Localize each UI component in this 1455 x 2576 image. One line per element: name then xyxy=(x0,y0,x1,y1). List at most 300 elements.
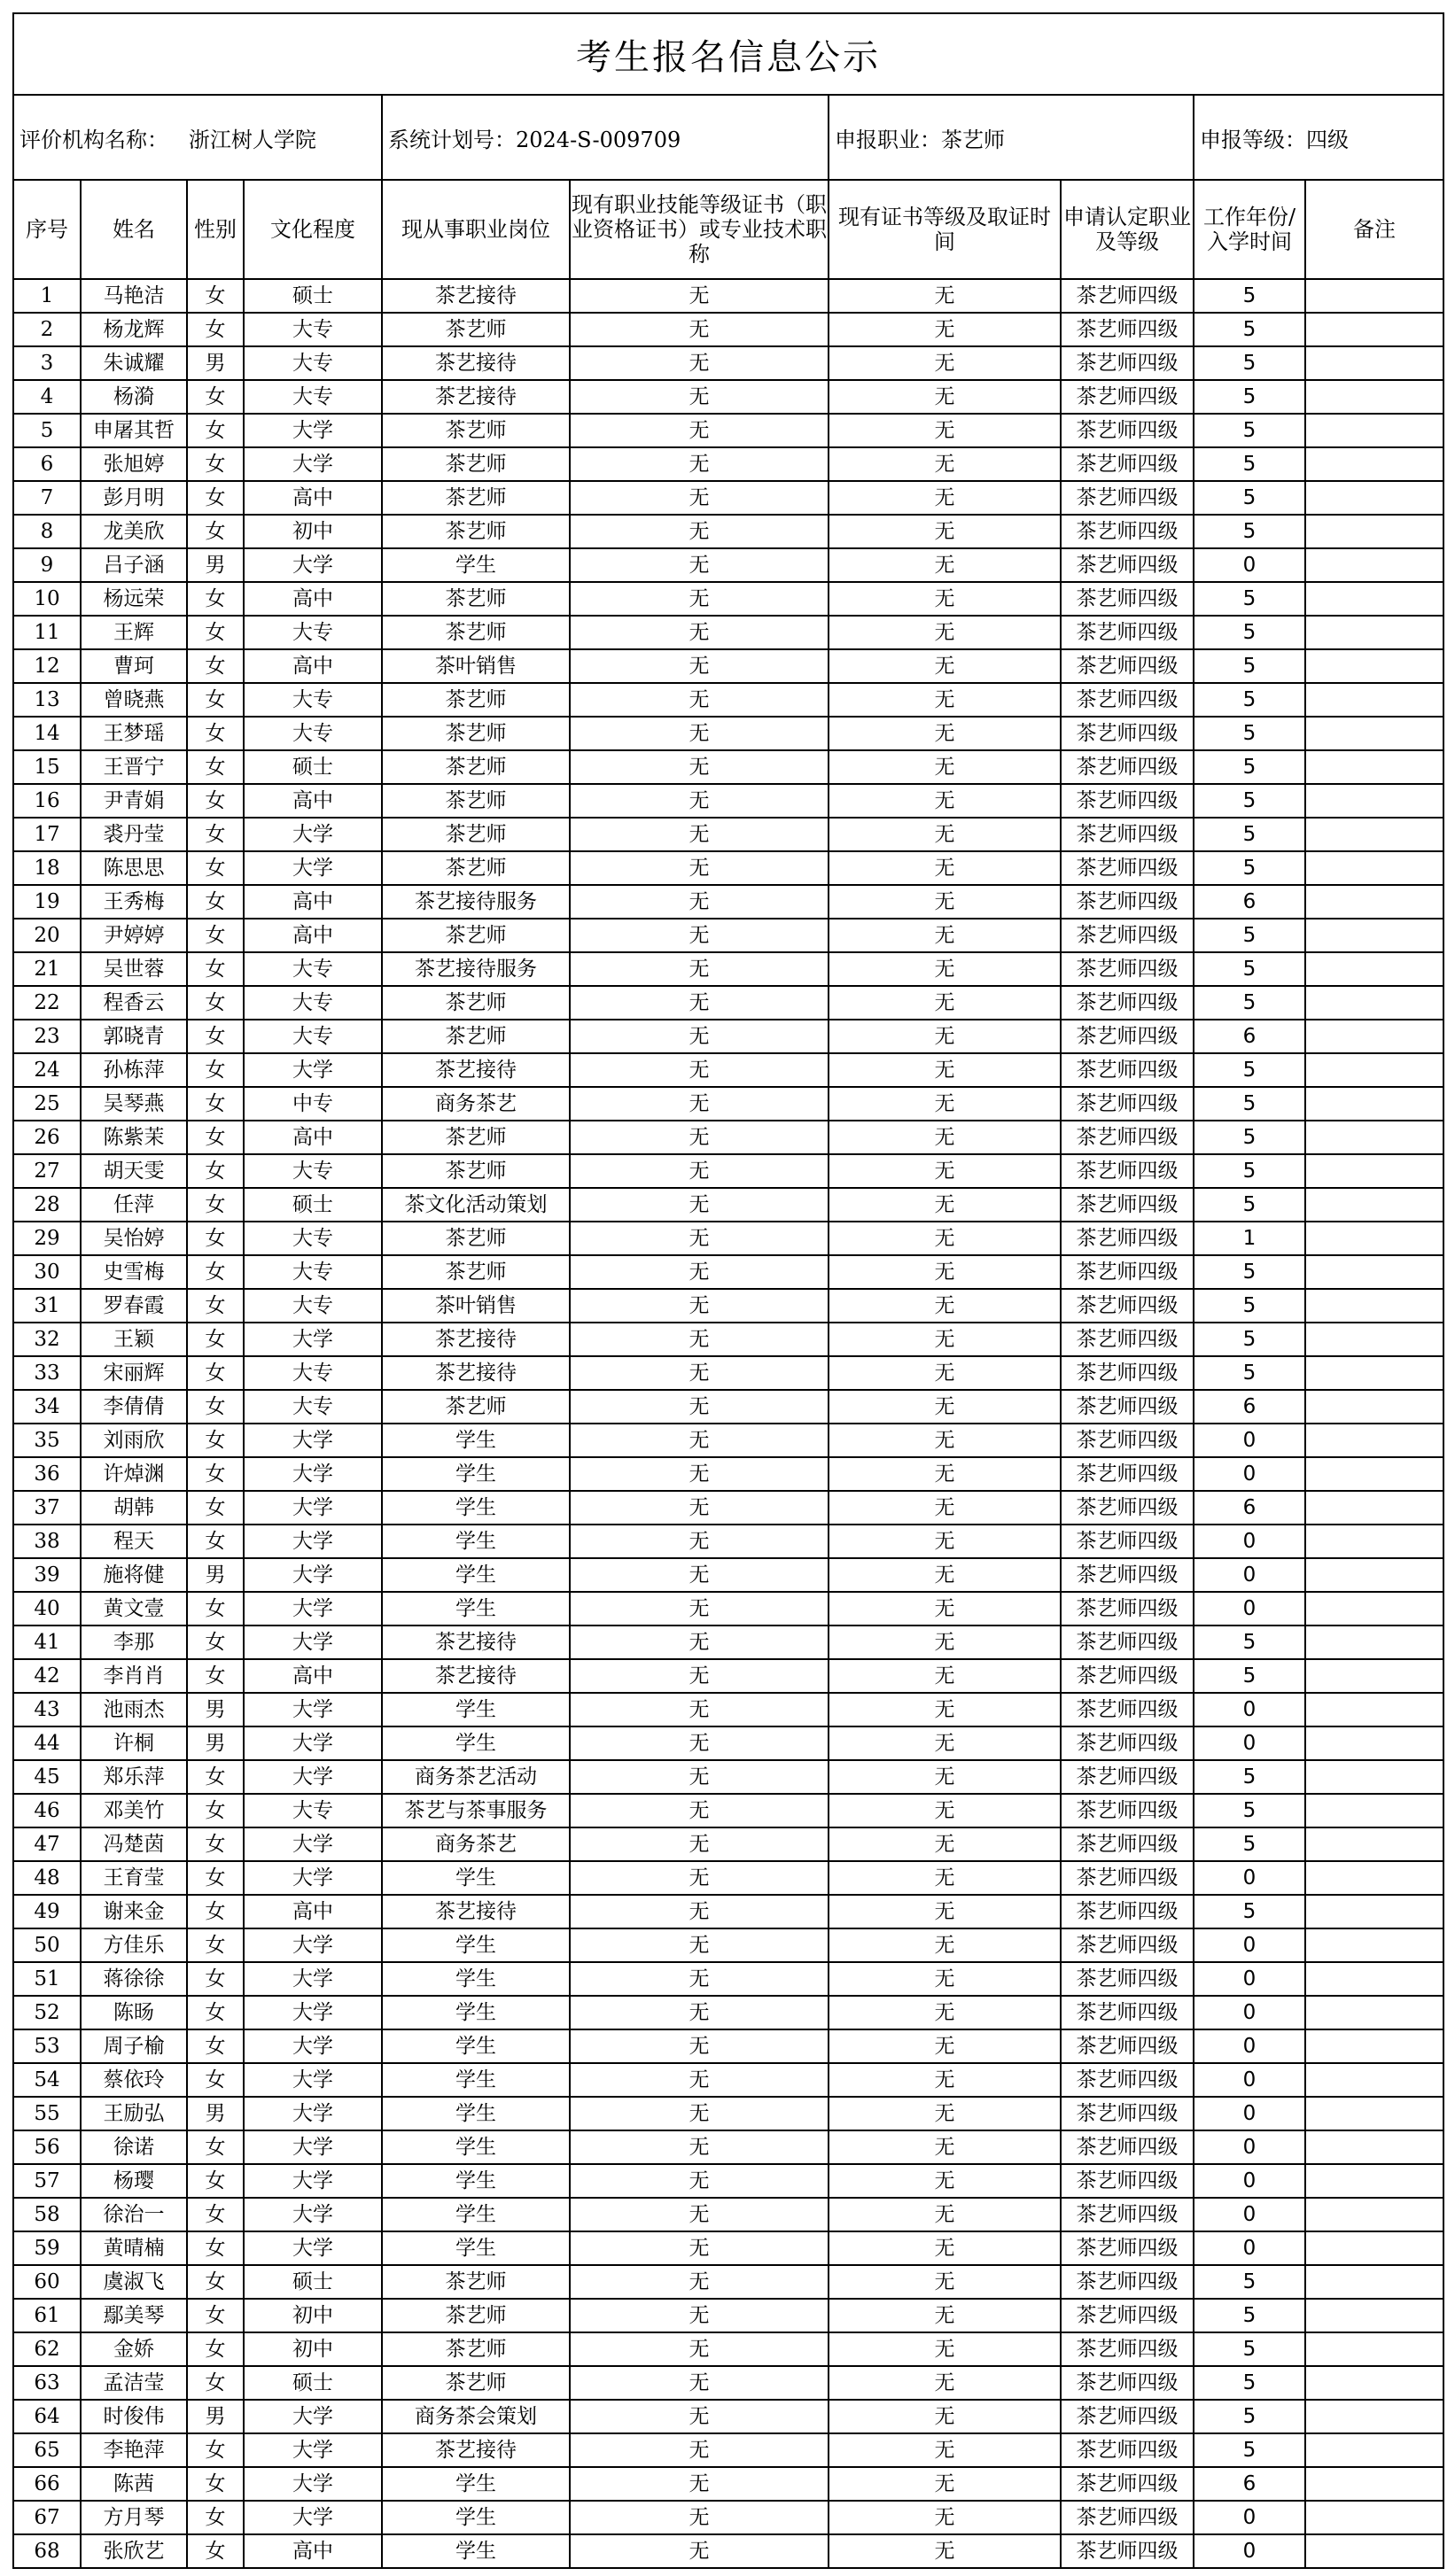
cell-applied-level: 茶艺师四级 xyxy=(1061,1222,1194,1255)
cell-certificate: 无 xyxy=(570,2130,829,2164)
cell-gender: 女 xyxy=(187,279,244,313)
cell-remarks xyxy=(1305,582,1443,616)
cell-remarks xyxy=(1305,1491,1443,1525)
cell-index: 42 xyxy=(13,1659,81,1693)
cell-name: 陈旸 xyxy=(81,1996,187,2029)
registration-table xyxy=(12,12,1444,2569)
cell-applied-level: 茶艺师四级 xyxy=(1061,582,1194,616)
cell-index: 33 xyxy=(13,1356,81,1390)
cell-work-years: 5 xyxy=(1194,1827,1305,1861)
cell-work-years: 5 xyxy=(1194,1121,1305,1154)
cell-education: 初中 xyxy=(244,2299,382,2332)
cell-work-years: 0 xyxy=(1194,548,1305,582)
table-row xyxy=(13,1760,1443,1794)
cell-applied-level: 茶艺师四级 xyxy=(1061,885,1194,919)
table-row xyxy=(13,2063,1443,2097)
cell-certificate: 无 xyxy=(570,515,829,548)
cell-name: 施将健 xyxy=(81,1558,187,1592)
cell-education: 大学 xyxy=(244,1491,382,1525)
cell-education: 大专 xyxy=(244,952,382,986)
cell-name: 方月琴 xyxy=(81,2501,187,2534)
table-row xyxy=(13,784,1443,818)
cell-position: 商务茶艺 xyxy=(382,1087,570,1121)
cell-education: 大专 xyxy=(244,683,382,717)
cell-certificate-level: 无 xyxy=(829,1457,1061,1491)
cell-remarks xyxy=(1305,2097,1443,2130)
cell-position: 学生 xyxy=(382,1592,570,1626)
cell-gender: 女 xyxy=(187,2063,244,2097)
cell-index: 20 xyxy=(13,919,81,952)
cell-index: 7 xyxy=(13,481,81,515)
cell-remarks xyxy=(1305,1020,1443,1053)
table-row xyxy=(13,649,1443,683)
table-row xyxy=(13,1020,1443,1053)
cell-name: 金娇 xyxy=(81,2332,187,2366)
cell-index: 59 xyxy=(13,2231,81,2265)
cell-certificate-level: 无 xyxy=(829,313,1061,346)
cell-applied-level: 茶艺师四级 xyxy=(1061,515,1194,548)
cell-education: 硕士 xyxy=(244,2265,382,2299)
table-row xyxy=(13,2265,1443,2299)
cell-applied-level: 茶艺师四级 xyxy=(1061,649,1194,683)
cell-education: 大学 xyxy=(244,447,382,481)
cell-remarks xyxy=(1305,1996,1443,2029)
cell-education: 中专 xyxy=(244,1087,382,1121)
cell-applied-level: 茶艺师四级 xyxy=(1061,1626,1194,1659)
cell-name: 郭晓青 xyxy=(81,1020,187,1053)
cell-name: 许焯渊 xyxy=(81,1457,187,1491)
cell-name: 刘雨欣 xyxy=(81,1424,187,1457)
cell-gender: 女 xyxy=(187,1525,244,1558)
cell-applied-level: 茶艺师四级 xyxy=(1061,1020,1194,1053)
cell-education: 大学 xyxy=(244,1558,382,1592)
cell-applied-level: 茶艺师四级 xyxy=(1061,2534,1194,2568)
cell-education: 大专 xyxy=(244,313,382,346)
cell-gender: 女 xyxy=(187,2130,244,2164)
cell-index: 50 xyxy=(13,1928,81,1962)
cell-certificate-level: 无 xyxy=(829,1121,1061,1154)
cell-name: 曾晓燕 xyxy=(81,683,187,717)
column-header-row xyxy=(13,180,1443,279)
cell-position: 茶艺师 xyxy=(382,447,570,481)
table-row xyxy=(13,1121,1443,1154)
cell-applied-level: 茶艺师四级 xyxy=(1061,1323,1194,1356)
cell-work-years: 0 xyxy=(1194,2063,1305,2097)
table-row xyxy=(13,2097,1443,2130)
cell-remarks xyxy=(1305,279,1443,313)
cell-certificate: 无 xyxy=(570,2534,829,2568)
table-row xyxy=(13,1996,1443,2029)
cell-position: 学生 xyxy=(382,1424,570,1457)
cell-work-years: 5 xyxy=(1194,750,1305,784)
cell-name: 陈思思 xyxy=(81,851,187,885)
cell-index: 14 xyxy=(13,717,81,750)
cell-position: 茶艺接待 xyxy=(382,1626,570,1659)
cell-name: 吕子涵 xyxy=(81,548,187,582)
cell-name: 胡韩 xyxy=(81,1491,187,1525)
cell-index: 28 xyxy=(13,1188,81,1222)
cell-work-years: 5 xyxy=(1194,2400,1305,2433)
cell-remarks xyxy=(1305,1794,1443,1827)
cell-position: 茶艺接待 xyxy=(382,1053,570,1087)
cell-certificate-level: 无 xyxy=(829,1087,1061,1121)
cell-gender: 女 xyxy=(187,851,244,885)
cell-applied-level: 茶艺师四级 xyxy=(1061,1962,1194,1996)
cell-work-years: 5 xyxy=(1194,582,1305,616)
cell-certificate: 无 xyxy=(570,2164,829,2198)
cell-position: 茶艺师 xyxy=(382,2299,570,2332)
cell-index: 39 xyxy=(13,1558,81,1592)
cell-education: 高中 xyxy=(244,582,382,616)
cell-applied-level: 茶艺师四级 xyxy=(1061,1760,1194,1794)
table-row xyxy=(13,986,1443,1020)
cell-applied-level: 茶艺师四级 xyxy=(1061,750,1194,784)
cell-position: 学生 xyxy=(382,2130,570,2164)
cell-work-years: 1 xyxy=(1194,1222,1305,1255)
cell-index: 5 xyxy=(13,414,81,447)
cell-gender: 男 xyxy=(187,1558,244,1592)
cell-name: 申屠其哲 xyxy=(81,414,187,447)
cell-work-years: 5 xyxy=(1194,1053,1305,1087)
cell-position: 学生 xyxy=(382,2231,570,2265)
cell-certificate-level: 无 xyxy=(829,1827,1061,1861)
table-row xyxy=(13,1794,1443,1827)
cell-gender: 女 xyxy=(187,986,244,1020)
cell-index: 16 xyxy=(13,784,81,818)
table-row xyxy=(13,346,1443,380)
cell-certificate: 无 xyxy=(570,2063,829,2097)
cell-remarks xyxy=(1305,717,1443,750)
cell-name: 黄晴楠 xyxy=(81,2231,187,2265)
cell-remarks xyxy=(1305,447,1443,481)
cell-certificate-level: 无 xyxy=(829,2198,1061,2231)
cell-remarks xyxy=(1305,1525,1443,1558)
table-row xyxy=(13,380,1443,414)
cell-index: 21 xyxy=(13,952,81,986)
cell-work-years: 6 xyxy=(1194,1020,1305,1053)
cell-index: 51 xyxy=(13,1962,81,1996)
cell-name: 吴世蓉 xyxy=(81,952,187,986)
cell-index: 24 xyxy=(13,1053,81,1087)
cell-gender: 女 xyxy=(187,1188,244,1222)
cell-gender: 女 xyxy=(187,1491,244,1525)
cell-position: 茶艺接待 xyxy=(382,1356,570,1390)
cell-certificate-level: 无 xyxy=(829,1626,1061,1659)
cell-certificate: 无 xyxy=(570,851,829,885)
cell-applied-level: 茶艺师四级 xyxy=(1061,2501,1194,2534)
cell-name: 王辉 xyxy=(81,616,187,649)
cell-certificate: 无 xyxy=(570,2400,829,2433)
header-work-years: 工作年份/入学时间 xyxy=(1194,180,1305,279)
table-row xyxy=(13,2198,1443,2231)
cell-work-years: 5 xyxy=(1194,649,1305,683)
cell-remarks xyxy=(1305,750,1443,784)
cell-certificate: 无 xyxy=(570,2366,829,2400)
cell-work-years: 5 xyxy=(1194,2265,1305,2299)
table-row xyxy=(13,1659,1443,1693)
cell-index: 35 xyxy=(13,1424,81,1457)
cell-name: 王颖 xyxy=(81,1323,187,1356)
cell-position: 茶艺接待服务 xyxy=(382,952,570,986)
cell-position: 茶叶销售 xyxy=(382,1289,570,1323)
cell-index: 31 xyxy=(13,1289,81,1323)
cell-certificate: 无 xyxy=(570,1928,829,1962)
cell-remarks xyxy=(1305,2467,1443,2501)
cell-position: 茶艺师 xyxy=(382,515,570,548)
cell-work-years: 5 xyxy=(1194,481,1305,515)
table-row xyxy=(13,1222,1443,1255)
cell-gender: 女 xyxy=(187,784,244,818)
cell-work-years: 0 xyxy=(1194,1928,1305,1962)
cell-position: 学生 xyxy=(382,2063,570,2097)
cell-remarks xyxy=(1305,1424,1443,1457)
cell-certificate: 无 xyxy=(570,1693,829,1726)
cell-certificate-level: 无 xyxy=(829,2029,1061,2063)
cell-name: 时俊伟 xyxy=(81,2400,187,2433)
cell-applied-level: 茶艺师四级 xyxy=(1061,2063,1194,2097)
cell-education: 大学 xyxy=(244,1323,382,1356)
cell-name: 冯楚茵 xyxy=(81,1827,187,1861)
cell-name: 杨龙辉 xyxy=(81,313,187,346)
org-label: 评价机构名称： xyxy=(19,127,168,152)
cell-index: 40 xyxy=(13,1592,81,1626)
cell-education: 初中 xyxy=(244,2332,382,2366)
cell-remarks xyxy=(1305,2029,1443,2063)
cell-education: 大专 xyxy=(244,717,382,750)
cell-gender: 女 xyxy=(187,818,244,851)
cell-applied-level: 茶艺师四级 xyxy=(1061,1154,1194,1188)
table-row xyxy=(13,1323,1443,1356)
cell-gender: 男 xyxy=(187,346,244,380)
cell-name: 郑乐萍 xyxy=(81,1760,187,1794)
cell-gender: 女 xyxy=(187,515,244,548)
cell-certificate: 无 xyxy=(570,1491,829,1525)
cell-certificate: 无 xyxy=(570,1121,829,1154)
cell-name: 任萍 xyxy=(81,1188,187,1222)
cell-position: 茶文化活动策划 xyxy=(382,1188,570,1222)
header-remarks: 备注 xyxy=(1305,180,1443,279)
cell-remarks xyxy=(1305,2063,1443,2097)
table-row xyxy=(13,1962,1443,1996)
cell-remarks xyxy=(1305,1726,1443,1760)
cell-position: 学生 xyxy=(382,1962,570,1996)
cell-applied-level: 茶艺师四级 xyxy=(1061,1053,1194,1087)
cell-certificate-level: 无 xyxy=(829,919,1061,952)
cell-index: 65 xyxy=(13,2433,81,2467)
cell-remarks xyxy=(1305,2231,1443,2265)
cell-applied-level: 茶艺师四级 xyxy=(1061,818,1194,851)
cell-index: 38 xyxy=(13,1525,81,1558)
cell-work-years: 5 xyxy=(1194,1356,1305,1390)
table-row xyxy=(13,414,1443,447)
cell-position: 茶艺师 xyxy=(382,2332,570,2366)
cell-position: 茶艺师 xyxy=(382,2265,570,2299)
cell-applied-level: 茶艺师四级 xyxy=(1061,717,1194,750)
table-row xyxy=(13,1827,1443,1861)
cell-certificate-level: 无 xyxy=(829,1255,1061,1289)
cell-education: 大学 xyxy=(244,2164,382,2198)
cell-remarks xyxy=(1305,481,1443,515)
cell-name: 杨远荣 xyxy=(81,582,187,616)
cell-position: 学生 xyxy=(382,2029,570,2063)
cell-position: 学生 xyxy=(382,1928,570,1962)
cell-certificate: 无 xyxy=(570,1390,829,1424)
cell-position: 茶艺师 xyxy=(382,986,570,1020)
cell-work-years: 5 xyxy=(1194,279,1305,313)
cell-position: 茶艺师 xyxy=(382,313,570,346)
cell-certificate: 无 xyxy=(570,784,829,818)
cell-certificate: 无 xyxy=(570,649,829,683)
cell-certificate-level: 无 xyxy=(829,414,1061,447)
table-row xyxy=(13,1895,1443,1928)
cell-position: 茶叶销售 xyxy=(382,649,570,683)
cell-certificate-level: 无 xyxy=(829,2164,1061,2198)
cell-certificate-level: 无 xyxy=(829,346,1061,380)
cell-work-years: 5 xyxy=(1194,1154,1305,1188)
cell-remarks xyxy=(1305,2501,1443,2534)
cell-position: 学生 xyxy=(382,2501,570,2534)
table-row xyxy=(13,1726,1443,1760)
cell-certificate: 无 xyxy=(570,2332,829,2366)
cell-education: 高中 xyxy=(244,1895,382,1928)
cell-remarks xyxy=(1305,2130,1443,2164)
cell-certificate-level: 无 xyxy=(829,1760,1061,1794)
cell-position: 茶艺接待 xyxy=(382,2433,570,2467)
cell-position: 茶艺师 xyxy=(382,1255,570,1289)
cell-certificate: 无 xyxy=(570,1626,829,1659)
cell-applied-level: 茶艺师四级 xyxy=(1061,2299,1194,2332)
cell-gender: 女 xyxy=(187,717,244,750)
cell-remarks xyxy=(1305,1760,1443,1794)
cell-gender: 女 xyxy=(187,1592,244,1626)
cell-position: 茶艺接待服务 xyxy=(382,885,570,919)
cell-name: 蔡依玲 xyxy=(81,2063,187,2097)
cell-applied-level: 茶艺师四级 xyxy=(1061,2130,1194,2164)
cell-index: 62 xyxy=(13,2332,81,2366)
cell-name: 王励弘 xyxy=(81,2097,187,2130)
table-row xyxy=(13,919,1443,952)
cell-position: 学生 xyxy=(382,1861,570,1895)
cell-work-years: 0 xyxy=(1194,1525,1305,1558)
cell-position: 茶艺师 xyxy=(382,683,570,717)
cell-certificate: 无 xyxy=(570,2433,829,2467)
cell-remarks xyxy=(1305,346,1443,380)
cell-education: 高中 xyxy=(244,885,382,919)
cell-position: 学生 xyxy=(382,1996,570,2029)
cell-index: 36 xyxy=(13,1457,81,1491)
cell-certificate: 无 xyxy=(570,1592,829,1626)
cell-certificate: 无 xyxy=(570,548,829,582)
cell-certificate-level: 无 xyxy=(829,1726,1061,1760)
cell-work-years: 5 xyxy=(1194,1794,1305,1827)
cell-applied-level: 茶艺师四级 xyxy=(1061,380,1194,414)
cell-index: 52 xyxy=(13,1996,81,2029)
cell-education: 大学 xyxy=(244,2231,382,2265)
cell-certificate-level: 无 xyxy=(829,1962,1061,1996)
cell-applied-level: 茶艺师四级 xyxy=(1061,1087,1194,1121)
cell-certificate: 无 xyxy=(570,1356,829,1390)
cell-certificate: 无 xyxy=(570,1895,829,1928)
cell-position: 茶艺师 xyxy=(382,414,570,447)
cell-certificate-level: 无 xyxy=(829,616,1061,649)
cell-remarks xyxy=(1305,2366,1443,2400)
cell-remarks xyxy=(1305,649,1443,683)
cell-position: 茶艺师 xyxy=(382,1222,570,1255)
cell-certificate-level: 无 xyxy=(829,2231,1061,2265)
table-row xyxy=(13,1289,1443,1323)
cell-name: 徐诺 xyxy=(81,2130,187,2164)
cell-certificate: 无 xyxy=(570,2265,829,2299)
table-row xyxy=(13,851,1443,885)
cell-name: 罗春霞 xyxy=(81,1289,187,1323)
cell-name: 黄文壹 xyxy=(81,1592,187,1626)
cell-certificate-level: 无 xyxy=(829,548,1061,582)
cell-index: 23 xyxy=(13,1020,81,1053)
cell-applied-level: 茶艺师四级 xyxy=(1061,2231,1194,2265)
cell-remarks xyxy=(1305,1356,1443,1390)
cell-gender: 女 xyxy=(187,1928,244,1962)
cell-education: 大学 xyxy=(244,414,382,447)
cell-remarks xyxy=(1305,1895,1443,1928)
cell-remarks xyxy=(1305,2164,1443,2198)
cell-work-years: 6 xyxy=(1194,1491,1305,1525)
cell-gender: 女 xyxy=(187,750,244,784)
table-row xyxy=(13,1525,1443,1558)
cell-education: 高中 xyxy=(244,481,382,515)
cell-remarks xyxy=(1305,818,1443,851)
cell-applied-level: 茶艺师四级 xyxy=(1061,1289,1194,1323)
cell-work-years: 0 xyxy=(1194,1558,1305,1592)
cell-name: 吴怡婷 xyxy=(81,1222,187,1255)
cell-gender: 女 xyxy=(187,2366,244,2400)
cell-index: 64 xyxy=(13,2400,81,2433)
header-index: 序号 xyxy=(13,180,81,279)
cell-remarks xyxy=(1305,414,1443,447)
cell-gender: 女 xyxy=(187,616,244,649)
cell-education: 大学 xyxy=(244,1424,382,1457)
cell-work-years: 5 xyxy=(1194,952,1305,986)
cell-name: 曹珂 xyxy=(81,649,187,683)
cell-certificate-level: 无 xyxy=(829,2433,1061,2467)
table-row xyxy=(13,2467,1443,2501)
table-row xyxy=(13,2130,1443,2164)
cell-education: 大学 xyxy=(244,2467,382,2501)
cell-applied-level: 茶艺师四级 xyxy=(1061,1390,1194,1424)
cell-certificate: 无 xyxy=(570,2299,829,2332)
cell-education: 大学 xyxy=(244,1457,382,1491)
cell-name: 程香云 xyxy=(81,986,187,1020)
cell-name: 孟洁莹 xyxy=(81,2366,187,2400)
cell-gender: 女 xyxy=(187,2501,244,2534)
cell-certificate-level: 无 xyxy=(829,1020,1061,1053)
cell-index: 48 xyxy=(13,1861,81,1895)
cell-position: 学生 xyxy=(382,1491,570,1525)
cell-work-years: 5 xyxy=(1194,2332,1305,2366)
cell-remarks xyxy=(1305,1323,1443,1356)
cell-work-years: 0 xyxy=(1194,1726,1305,1760)
cell-certificate-level: 无 xyxy=(829,515,1061,548)
cell-applied-level: 茶艺师四级 xyxy=(1061,1861,1194,1895)
table-body xyxy=(13,279,1443,2568)
cell-index: 67 xyxy=(13,2501,81,2534)
cell-certificate: 无 xyxy=(570,1053,829,1087)
cell-applied-level: 茶艺师四级 xyxy=(1061,1693,1194,1726)
cell-name: 陈紫茉 xyxy=(81,1121,187,1154)
cell-index: 43 xyxy=(13,1693,81,1726)
cell-name: 王晋宁 xyxy=(81,750,187,784)
cell-gender: 女 xyxy=(187,1121,244,1154)
cell-position: 茶艺师 xyxy=(382,1121,570,1154)
